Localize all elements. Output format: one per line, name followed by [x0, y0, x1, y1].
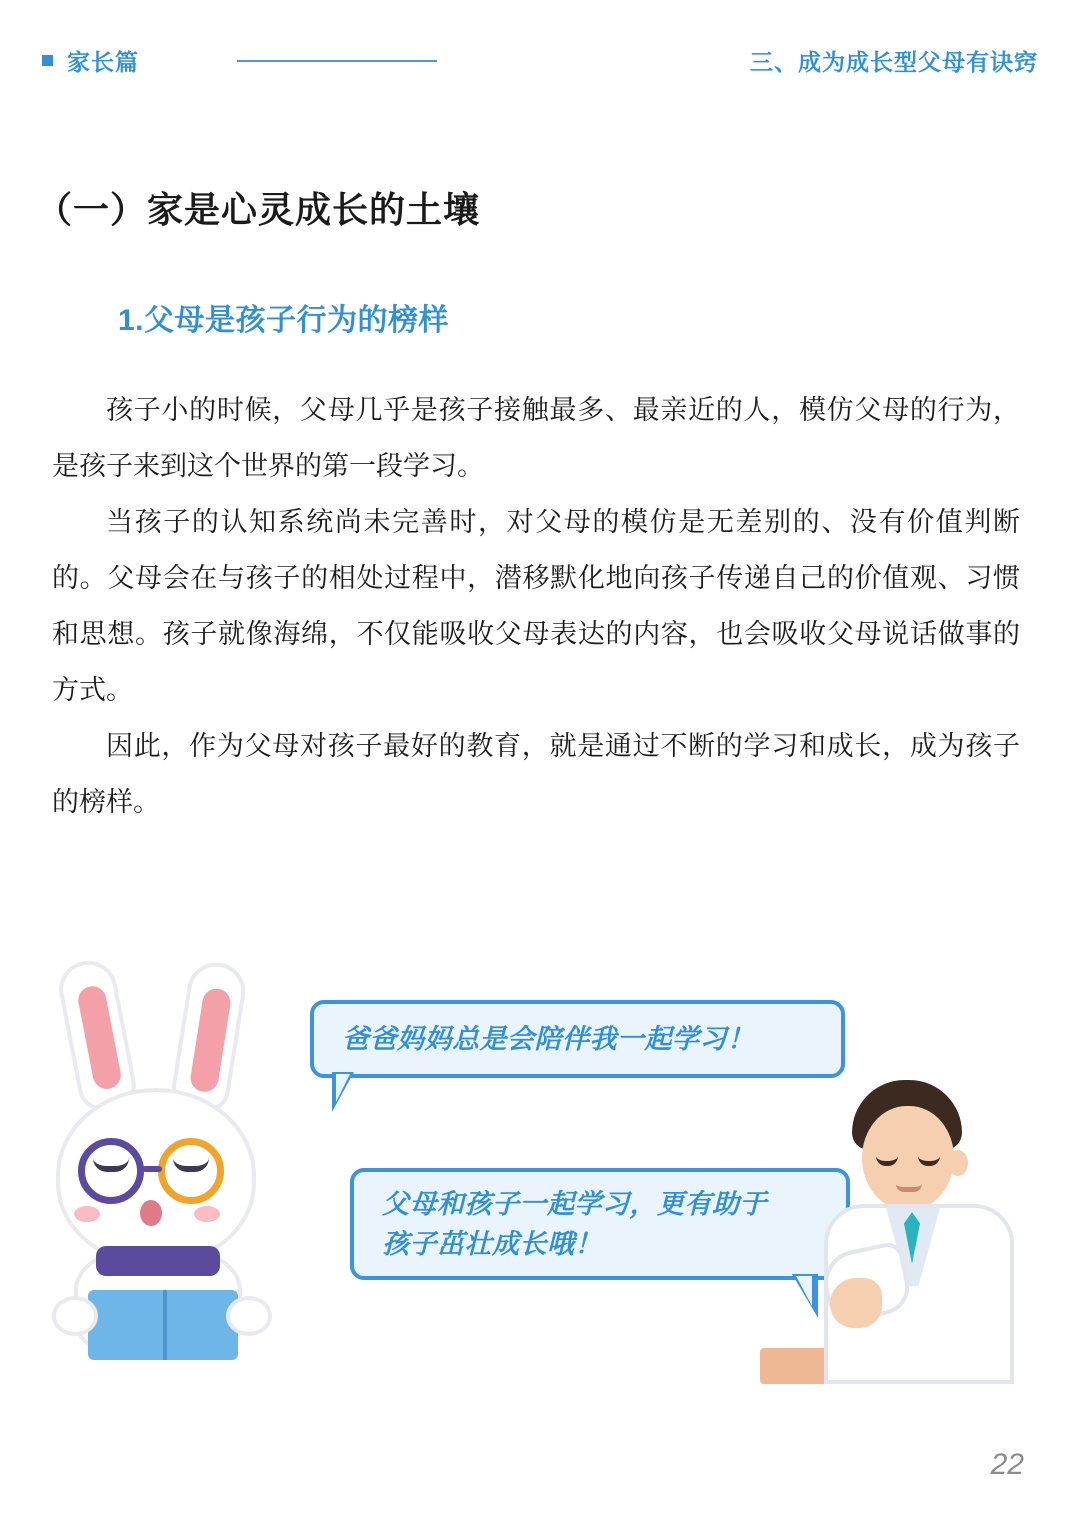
speech-bubble-rabbit-text: 爸爸妈妈总是会陪伴我一起学习！ — [342, 1024, 755, 1054]
square-bullet-icon — [42, 55, 53, 66]
illustration-area — [0, 940, 1080, 1410]
doctor-character-icon — [790, 1080, 1050, 1380]
header-section-label: 三、成为成长型父母有诀窍 — [750, 48, 1038, 75]
speech-bubble-doctor-line2: 孩子茁壮成长哦！ — [382, 1229, 602, 1259]
paragraph-2: 当孩子的认知系统尚未完善时，对父母的模仿是无差别的、没有价值判断的。父母会在与孩子的相处过程中，潜移默化地向孩子传递自己的价值观、习惯和思想。孩子就像海绵，不仅能吸收父母表达的内容，也会吸收父母说话做事的方式。 — [52, 507, 1020, 705]
rabbit-right-cheek — [194, 1206, 220, 1222]
speech-bubble-doctor-line1: 父母和孩子一起学习，更有助于 — [382, 1189, 767, 1219]
speech-bubble-rabbit-tail-inner — [336, 1074, 350, 1102]
speech-bubble-doctor-text — [382, 1184, 767, 1264]
rabbit-left-cheek — [74, 1206, 100, 1222]
rabbit-left-paw — [52, 1296, 98, 1336]
doctor-mouth — [896, 1184, 922, 1192]
subsection-title: 1.父母是孩子行为的榜样 — [118, 304, 450, 337]
rabbit-right-paw — [226, 1296, 272, 1336]
header-chapter-label: 家长篇 — [67, 48, 139, 75]
doctor-ear — [948, 1150, 968, 1176]
page-number: 22 — [990, 1448, 1024, 1481]
page-header — [42, 40, 1038, 80]
paragraph-1: 孩子小的时候，父母几乎是孩子接触最多、最亲近的人，模仿父母的行为，是孩子来到这个世界的第一段学习。 — [52, 395, 1020, 481]
book-icon — [88, 1290, 238, 1360]
paragraph-3: 因此，作为父母对孩子最好的教育，就是通过不断的学习和成长，成为孩子的榜样。 — [52, 731, 1020, 817]
doctor-hand-pointing — [830, 1278, 882, 1328]
speech-bubble-rabbit — [310, 1000, 845, 1078]
header-divider-line — [237, 60, 437, 62]
rabbit-mouth — [140, 1200, 162, 1226]
rabbit-collar — [96, 1246, 220, 1276]
rabbit-character-icon — [30, 960, 310, 1360]
body-text — [52, 382, 1020, 830]
rabbit-glasses-bridge — [142, 1166, 162, 1172]
page-title: （一）家是心灵成长的土壤 — [36, 189, 481, 230]
header-left-group — [42, 44, 139, 77]
speech-bubble-doctor — [350, 1168, 850, 1280]
rabbit-left-ear — [54, 956, 140, 1114]
